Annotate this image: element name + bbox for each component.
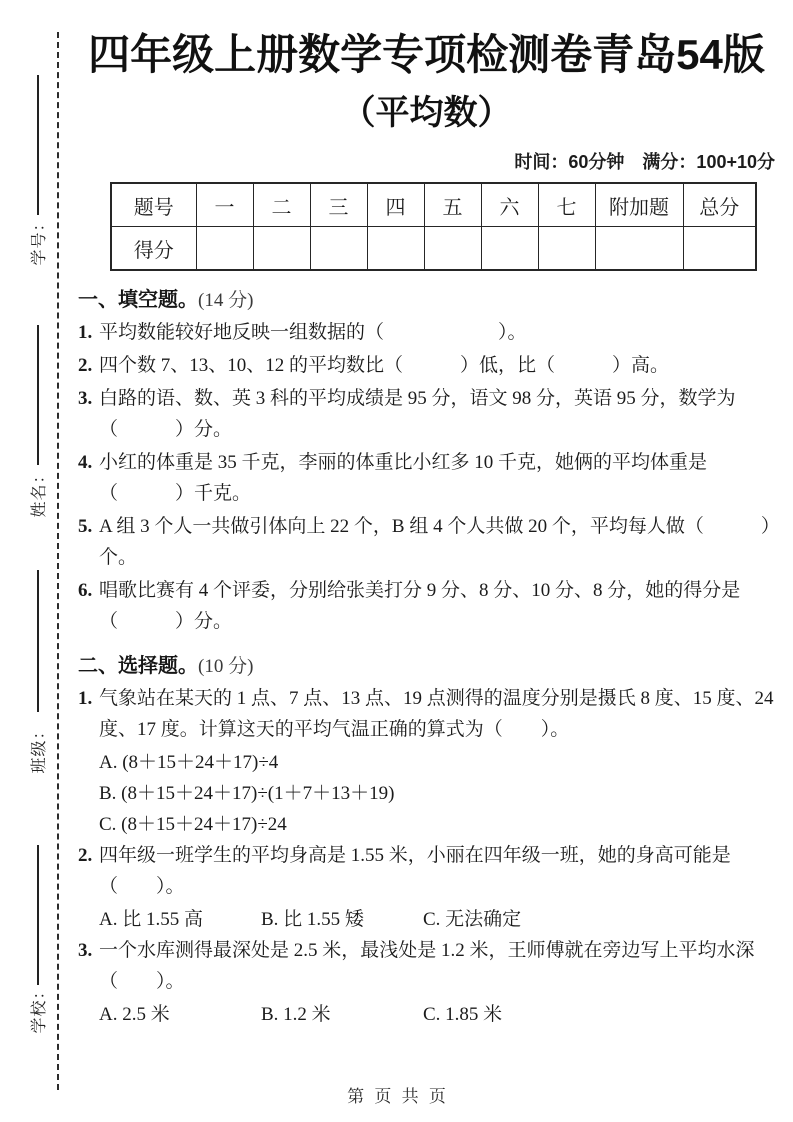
main-content	[78, 26, 775, 1030]
section1-points: (14 分)	[198, 290, 254, 311]
score-cell	[424, 227, 481, 271]
score-table-score-row	[111, 227, 756, 271]
score-table-header-row	[111, 183, 756, 227]
choice-question-block	[78, 683, 775, 840]
school-blank-line	[37, 845, 39, 985]
question	[78, 840, 775, 902]
score-header-cell: 一	[196, 183, 253, 227]
score-cell	[481, 227, 538, 271]
exam-title: 四年级上册数学专项检测卷青岛54版	[88, 31, 765, 78]
option-c: C. (8＋15＋24＋17)÷24	[99, 814, 287, 835]
page-footer: 第 页 共 页	[347, 1087, 446, 1106]
class-label: 班级：	[31, 722, 48, 774]
options-list	[78, 747, 775, 840]
student-id-label: 学号：	[31, 214, 48, 266]
class-blank-line	[37, 570, 39, 712]
question-number: 5.	[78, 516, 93, 537]
score-header-cell: 二	[253, 183, 310, 227]
question-number: 3.	[78, 940, 93, 961]
options-row	[78, 904, 775, 935]
section2-heading	[78, 652, 775, 681]
score-cell	[196, 227, 253, 271]
score-header-cell: 六	[481, 183, 538, 227]
option-b: B. 比 1.55 矮	[261, 909, 364, 930]
option-b: B. (8＋15＋24＋17)÷(1＋7＋13＋19)	[99, 783, 395, 804]
question-text: 四年级一班学生的平均身高是 1.55 米，小丽在四年级一班，她的身高可能是（ ）。	[99, 845, 731, 897]
options-row	[78, 999, 775, 1030]
score-header-cell: 四	[367, 183, 424, 227]
section1-questions	[78, 317, 775, 637]
question	[78, 317, 775, 348]
section2-points: (10 分)	[198, 656, 254, 677]
name-blank-line	[37, 325, 39, 465]
score-header-cell: 总分	[683, 183, 756, 227]
exam-time-score-info: 时间：60分钟 满分：100+10分	[514, 152, 775, 172]
score-cell	[253, 227, 310, 271]
question-text: 白路的语、数、英 3 科的平均成绩是 95 分，语文 98 分，英语 95 分，数学为（ ）分。	[99, 388, 736, 440]
option-c: C. 1.85 米	[423, 1004, 503, 1025]
option-b: B. 1.2 米	[261, 1004, 331, 1025]
score-cell	[683, 227, 756, 271]
choice-question-block	[78, 840, 775, 935]
name-label: 姓名：	[31, 466, 48, 518]
score-header-cell: 三	[310, 183, 367, 227]
option-c: C. 无法确定	[423, 909, 522, 930]
option-a: A. (8＋15＋24＋17)÷4	[99, 752, 279, 773]
question-text: 一个水库测得最深处是 2.5 米，最浅处是 1.2 米，王师傅就在旁边写上平均水深（ ）。	[99, 940, 755, 992]
score-table	[110, 182, 757, 271]
question-number: 2.	[78, 355, 93, 376]
section2-heading-text: 二、选择题。	[78, 655, 198, 677]
question	[78, 935, 775, 997]
question-number: 1.	[78, 688, 93, 709]
question	[78, 447, 775, 509]
question-text: 四个数 7、13、10、12 的平均数比（ ）低，比（ ）高。	[99, 355, 670, 376]
question	[78, 683, 775, 745]
margin-dashed-rule	[57, 32, 59, 1090]
score-header-cell: 五	[424, 183, 481, 227]
score-header-cell: 附加题	[595, 183, 683, 227]
question-text: 唱歌比赛有 4 个评委，分别给张美打分 9 分、8 分、10 分、8 分，她的得分是（ ）分。	[99, 580, 741, 632]
score-header-cell: 七	[538, 183, 595, 227]
question-number: 1.	[78, 322, 93, 343]
question-number: 4.	[78, 452, 93, 473]
question-text: 平均数能较好地反映一组数据的（ ）。	[99, 322, 527, 343]
question-text: A 组 3 个人一共做引体向上 22 个，B 组 4 个人共做 20 个，平均每人做（ ）个。	[99, 516, 771, 568]
question	[78, 511, 775, 573]
question	[78, 383, 775, 445]
option-a: A. 2.5 米	[99, 1004, 170, 1025]
score-cell	[367, 227, 424, 271]
question	[78, 575, 775, 637]
section2-questions	[78, 683, 775, 1030]
exam-subtitle: （平均数）	[341, 94, 512, 132]
option-a: A. 比 1.55 高	[99, 909, 203, 930]
score-row-label: 得分	[111, 227, 196, 271]
question-text: 小红的体重是 35 千克，李丽的体重比小红多 10 千克，她俩的平均体重是（ ）千克。	[99, 452, 708, 504]
student-id-blank-line	[37, 75, 39, 215]
question-number: 3.	[78, 388, 93, 409]
question-number: 6.	[78, 580, 93, 601]
section1-heading	[78, 286, 775, 315]
score-cell	[538, 227, 595, 271]
section1-heading-text: 一、填空题。	[78, 289, 198, 311]
choice-question-block	[78, 935, 775, 1030]
question	[78, 350, 775, 381]
question-text: 气象站在某天的 1 点、7 点、13 点、19 点测得的温度分别是摄氏 8 度、15 度、24 度、17 度。计算这天的平均气温正确的算式为（ ）。	[99, 688, 774, 740]
score-header-cell: 题号	[111, 183, 196, 227]
question-number: 2.	[78, 845, 93, 866]
score-cell	[310, 227, 367, 271]
score-cell	[595, 227, 683, 271]
school-label: 学校：	[31, 982, 48, 1034]
